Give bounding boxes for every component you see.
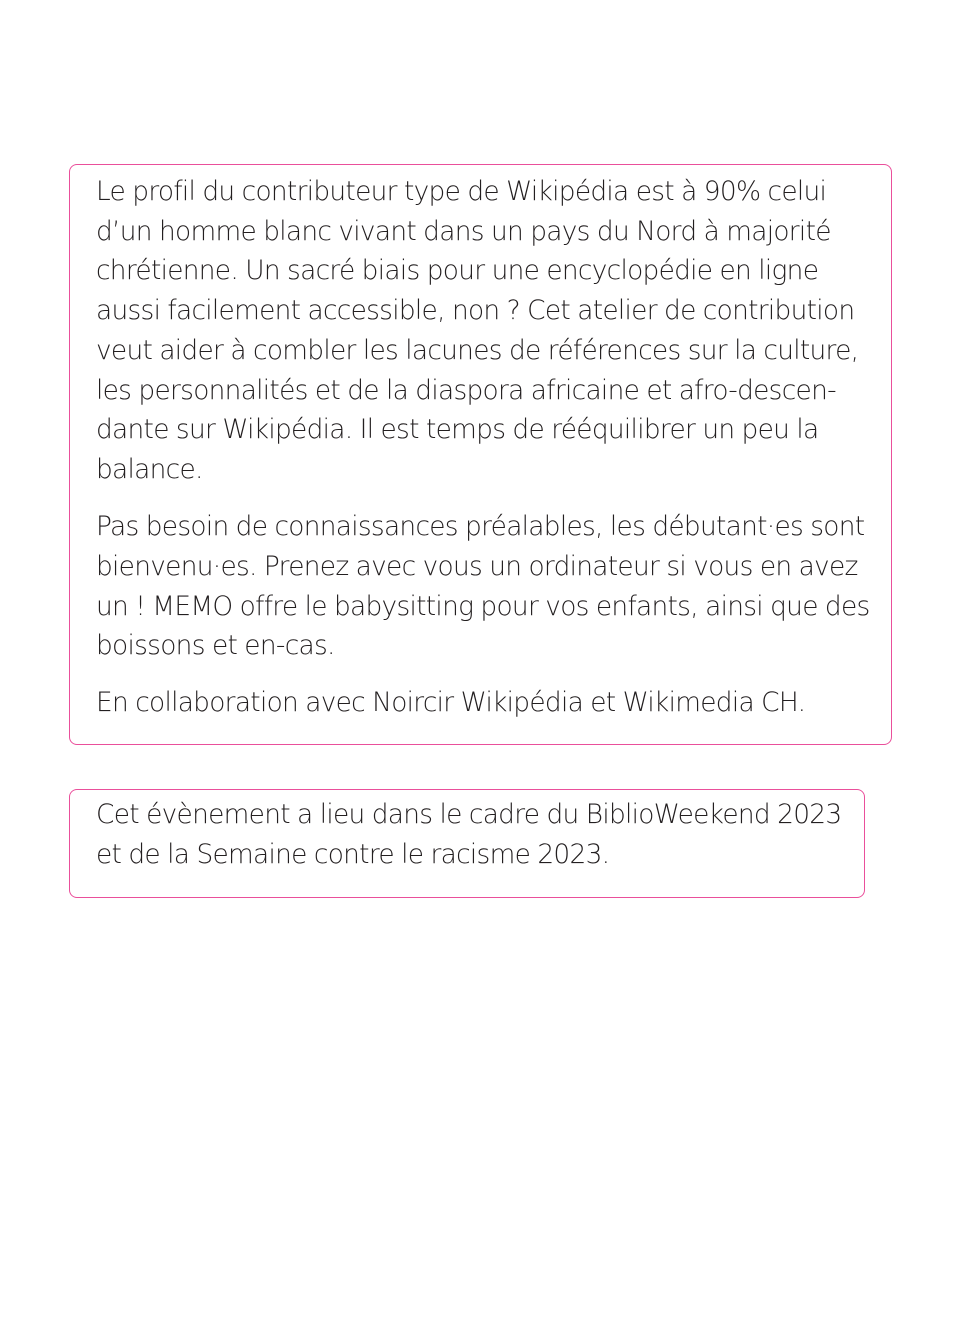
text-line: balance. <box>96 453 203 485</box>
paragraph-context <box>96 795 848 874</box>
text-line: Le profil du contributeur type de Wikipédia est à 90% celui <box>96 176 827 207</box>
text-line: aussi facilement accessible, non ? Cet atelier de contribution <box>96 295 855 327</box>
text-line: En collaboration avec Noircir Wikipédia et Wikimedia CH. <box>96 687 806 719</box>
text-line: d’un homme blanc vivant dans un pays du Nord à majorité <box>96 215 831 247</box>
event-context-box <box>69 789 865 898</box>
text-line: Pas besoin de connaissances préalables, les débutant·es sont <box>96 511 865 543</box>
paragraph-collaboration <box>96 683 875 723</box>
paragraph-intro <box>96 172 875 490</box>
text-line: Cet évènement a lieu dans le cadre du BiblioWeekend 2023 <box>96 799 842 830</box>
paragraph-practical-info <box>96 507 875 666</box>
event-description-box <box>69 164 892 745</box>
text-line: bienvenu·es. Prenez avec vous un ordinateur si vous en avez <box>96 550 858 582</box>
text-line: boissons et en-cas. <box>96 630 335 662</box>
text-line: chrétienne. Un sacré biais pour une encyclopédie en ligne <box>96 255 819 287</box>
text-line: dante sur Wikipédia. Il est temps de rééquilibrer un peu la <box>96 414 819 446</box>
text-line: les personnalités et de la diaspora africaine et afro-descen- <box>96 374 836 406</box>
text-line: et de la Semaine contre le racisme 2023. <box>96 838 610 870</box>
text-line: un ! MEMO offre le babysitting pour vos enfants, ainsi que des <box>96 590 870 622</box>
text-line: veut aider à combler les lacunes de références sur la culture, <box>96 334 859 366</box>
